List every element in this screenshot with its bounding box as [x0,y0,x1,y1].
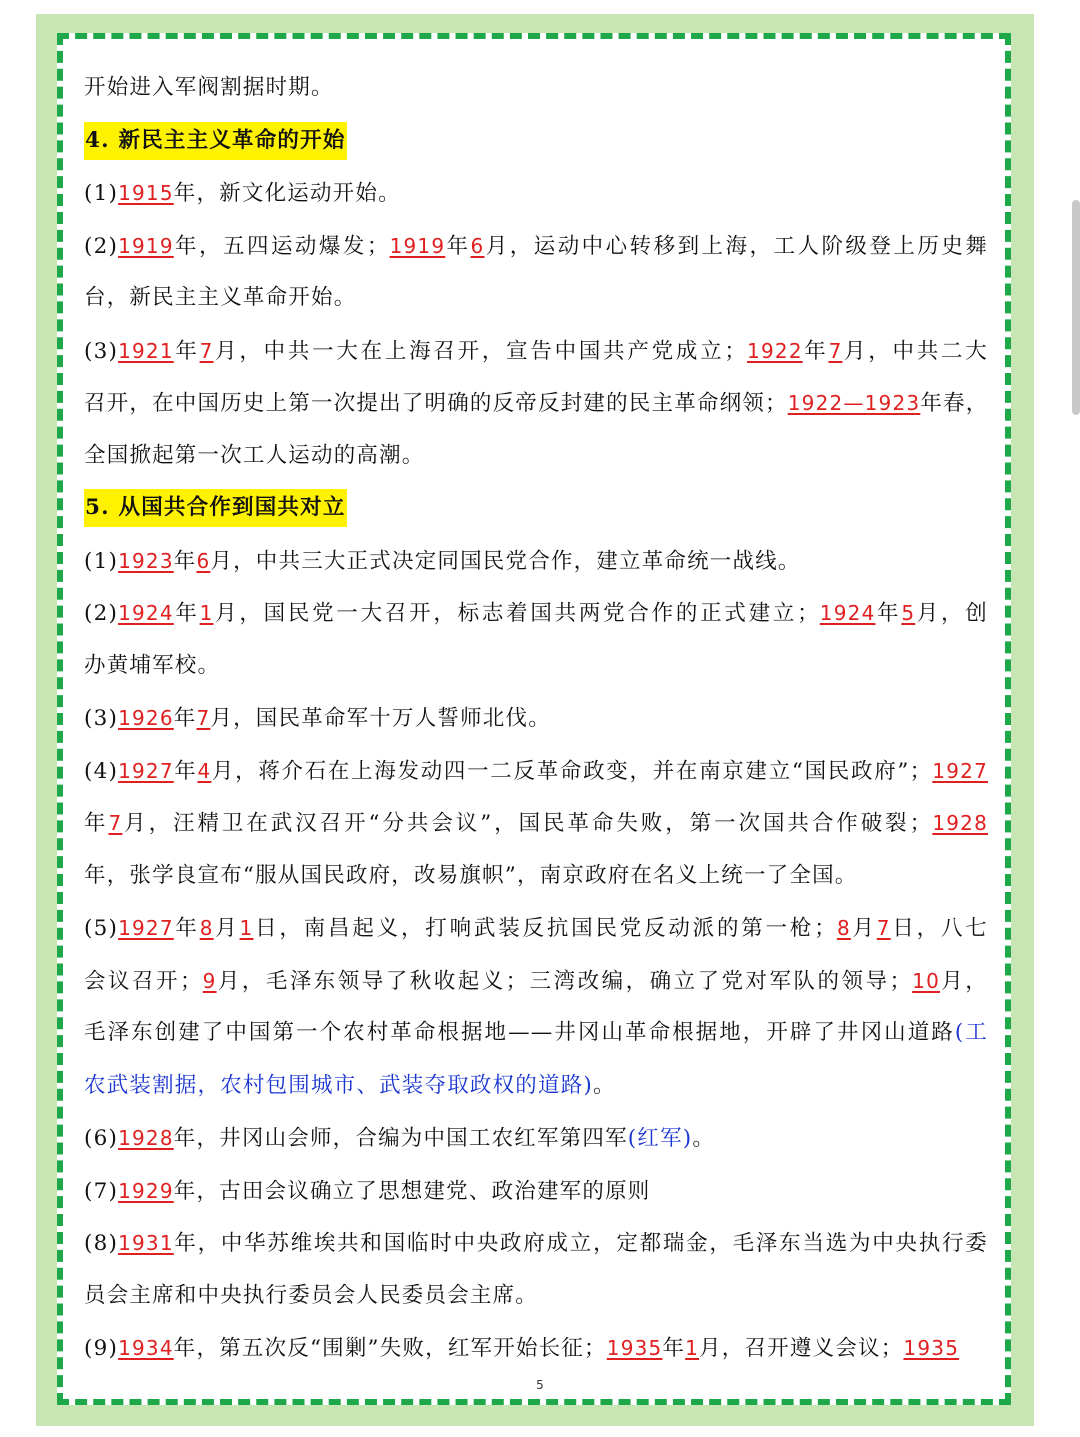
answer-blank: 7 [828,338,843,363]
body-text: (1) [84,548,119,574]
body-text: 月，国民革命军十万人誓师北伐。 [210,706,551,731]
body-text: 年，张学良宣布“服从国民政府，改易旗帜”，南京政府在名义上统一了全国。 [84,862,858,888]
answer-blank: 8 [836,916,851,940]
body-text: 年 [875,601,902,626]
body-text: 年 [802,338,829,364]
answer-blank: 10 [912,968,941,993]
body-text: 月，召开遵义会议； [699,1336,904,1361]
body-text: 会议召开； [84,968,203,994]
body-text: 办黄埔军校。 [84,652,221,678]
answer-blank: 1919 [118,233,174,258]
body-text: 月，蒋介石在上海发动四一二反革命政变，并在南京建立“国民政府”； [211,758,933,784]
text-line [84,325,988,378]
body-text: (9) [84,1336,119,1361]
body-text: 年 [662,1336,686,1361]
body-text: 日，南昌起义，打响武装反抗国民党反动派的第一枪； [253,916,837,941]
text-line [84,377,988,430]
body-text: 月，中共二大 [842,338,989,364]
section-heading [84,482,988,535]
text-line [84,902,988,955]
answer-blank: 1924 [118,601,174,625]
body-text: 日，八七 [890,916,988,941]
body-text: 开始进入军阀割据时期。 [84,75,334,100]
text-line [84,745,988,798]
body-text: 年，新文化运动开始。 [173,181,401,206]
text-line [84,1322,988,1375]
answer-blank: 7 [196,706,211,730]
text-line [84,272,988,325]
answer-blank: 1935 [606,1336,663,1360]
body-text: 召开，在中国历史上第一次提出了明确的反帝反封建的民主革命纲领； [84,391,788,416]
text-line [84,535,988,588]
body-text: 年，中华苏维埃共和国临时中央政府成立，定都瑞金，毛泽东当选为中央执行委 [173,1231,988,1256]
note-text: (红军) [627,1126,693,1151]
answer-blank: 1922 [747,338,803,363]
body-text: 年 [173,338,200,364]
answer-blank: 1926 [118,706,174,730]
body-text: 月，创 [915,601,989,626]
body-text: 月，运动中心转移到上海，工人阶级登上历史舞 [484,233,989,259]
body-text: 月，国民党一大召开，标志着国共两党合作的正式建立； [213,601,820,626]
answer-blank: 1927 [118,758,174,783]
answer-blank: 8 [199,916,214,940]
answer-blank: 1931 [118,1231,174,1255]
body-text: (4) [84,758,119,784]
answer-blank: 1923 [118,548,174,573]
answer-blank: 1928 [118,1126,174,1150]
answer-blank: 5 [901,601,916,625]
answer-blank: 1921 [118,338,174,363]
body-text: 年 [173,916,200,941]
answer-blank: 7 [199,338,214,363]
text-line [84,167,988,220]
body-text: (8) [84,1231,119,1256]
body-text: 年，井冈山会师，合编为中国工农红军第四军 [173,1126,628,1151]
body-text: 年 [84,811,109,836]
body-text: 月，汪精卫在武汉召开“分共会议”，国民革命失败，第一次国共合作破裂； [122,811,933,836]
body-text: 年，第五次反“围剿”失败，红军开始长征； [173,1336,607,1361]
text-line [84,640,988,693]
heading-highlight [84,489,347,527]
body-text: (6) [84,1126,119,1151]
text-line [84,430,988,483]
body-text: 月 [213,916,240,941]
answer-blank: 1 [239,916,254,940]
body-text: 全国掀起第一次工人运动的高潮。 [84,442,425,468]
answer-blank: 1927 [932,758,988,783]
answer-blank: 1 [685,1336,700,1360]
text-line [84,1112,988,1165]
body-text: 月，毛泽东领导了秋收起义；三湾改编，确立了党对军队的领导； [216,968,913,994]
answer-blank: 1919 [389,233,446,258]
answer-blank: 1927 [118,916,174,940]
body-text: (3) [84,338,119,364]
answer-blank: 6 [470,233,485,258]
answer-blank: 1922—1923 [787,391,921,415]
body-text: (5) [84,916,119,941]
answer-blank: 4 [197,758,212,783]
heading-highlight [84,122,347,160]
answer-blank: 7 [876,916,891,940]
body-text: (7) [84,1178,119,1204]
document-body [84,62,988,1375]
text-line [84,62,988,115]
note-text: (工 [954,1020,988,1045]
scrollbar[interactable] [1072,200,1080,415]
body-text: (2) [84,601,119,626]
body-text: 年 [173,548,197,574]
body-text: 年 [173,601,200,626]
answer-blank: 7 [108,811,123,835]
body-text: 月 [850,916,877,941]
answer-blank: 1 [199,601,214,625]
body-text: 毛泽东创建了中国第一个农村革命根据地——井冈山革命根据地，开辟了井冈山道路 [84,1020,955,1045]
answer-blank: 9 [202,968,217,993]
answer-blank: 1924 [819,601,876,625]
body-text: 年 [173,758,198,784]
text-line [84,1270,988,1323]
body-text: 月，中共一大在上海召开，宣告中国共产党成立； [213,338,748,364]
body-text: 5. 从国共合作到国共对立 [85,495,346,520]
body-text: 年 [445,233,471,259]
text-line [84,1217,988,1270]
body-text: 。 [593,1072,616,1098]
text-line [84,220,988,273]
body-text: 。 [692,1126,716,1151]
text-line [84,692,988,745]
answer-blank: 1928 [932,811,989,835]
body-text: (3) [84,706,119,731]
text-line [84,1165,988,1218]
body-text: 年，五四运动爆发； [173,233,390,259]
body-text: 年春， [920,391,989,416]
section-heading [84,115,988,168]
body-text: 4. 新民主主义革命的开始 [85,127,346,153]
body-text: 员会主席和中央执行委员会人民委员会主席。 [84,1282,539,1308]
text-line [84,1060,988,1113]
text-line [84,1007,988,1060]
answer-blank: 1935 [903,1336,960,1360]
text-line [84,955,988,1008]
body-text: 年，古田会议确立了思想建党、政治建军的原则 [173,1178,651,1204]
page-number: 5 [536,1378,544,1392]
body-text: 月， [940,968,988,994]
text-line [84,587,988,640]
body-text: 年 [173,706,197,731]
text-line [84,797,988,850]
body-text: (2) [84,233,119,259]
answer-blank: 1934 [118,1336,174,1360]
body-text: (1) [84,181,119,206]
body-text: 台，新民主主义革命开始。 [84,285,357,310]
answer-blank: 1915 [118,181,174,205]
text-line [84,850,988,903]
answer-blank: 1929 [118,1178,174,1203]
body-text: 月，中共三大正式决定同国民党合作，建立革命统一战线。 [210,548,801,574]
note-text: 农武装割据，农村包围城市、武装夺取政权的道路) [84,1072,593,1098]
answer-blank: 6 [196,548,211,573]
